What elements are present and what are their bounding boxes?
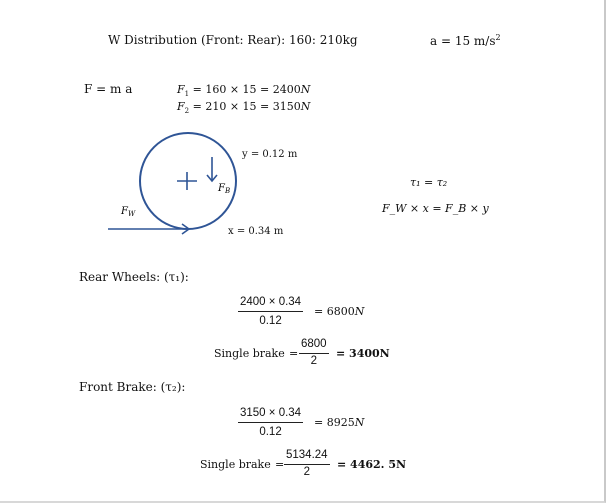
moment-equation: F_W × x = F_B × y	[382, 202, 489, 215]
rear-single-numerator: 6800	[301, 338, 327, 350]
front-numerator: 3150 × 0.34	[240, 407, 302, 419]
x-dimension-label: x = 0.34 m	[228, 226, 284, 237]
acceleration-exponent: 2	[495, 33, 501, 42]
rear-single-result: = 3400N	[336, 347, 390, 360]
f2-equation	[177, 100, 310, 115]
rear-numerator: 2400 × 0.34	[240, 296, 302, 308]
acceleration-text	[430, 33, 501, 48]
f2-expression: = 210 × 15 = 3150	[192, 100, 301, 113]
f1-subscript: 1	[184, 90, 190, 99]
f2-symbol: F	[177, 100, 185, 113]
rear-result	[314, 305, 364, 318]
rear-single-fraction	[299, 335, 329, 368]
front-result-unit: N	[354, 416, 365, 429]
newton-law-formula: F = m a	[84, 82, 133, 96]
f1-expression: = 160 × 15 = 2400	[192, 83, 301, 96]
wheel-diagram	[100, 130, 320, 245]
f2-unit: N	[300, 100, 311, 113]
acceleration-value: a = 15 m/s	[430, 34, 496, 48]
front-single-result: = 4462. 5N	[337, 458, 407, 471]
front-single-numerator: 5134.24	[286, 449, 328, 461]
rear-wheels-heading: Rear Wheels: (τ₁):	[79, 270, 189, 284]
front-torque-fraction	[238, 404, 303, 441]
wheel-force-arrow	[108, 224, 189, 234]
f1-unit: N	[300, 83, 311, 96]
fb-label: $F_B$	[218, 183, 231, 195]
f2-subscript: 2	[184, 107, 190, 116]
rear-torque-fraction	[238, 293, 303, 330]
front-denominator: 0.12	[259, 426, 282, 438]
rear-denominator: 0.12	[259, 315, 282, 327]
front-single-denominator: 2	[303, 466, 310, 478]
y-dimension-label: y = 0.12 m	[242, 149, 298, 160]
rear-single-brake-label: Single brake	[214, 347, 285, 360]
front-single-brake-label: Single brake	[200, 458, 271, 471]
fw-label: $F_W$	[121, 206, 136, 218]
front-single-fraction	[284, 446, 330, 479]
front-brake-heading: Front Brake: (τ₂):	[79, 380, 186, 394]
rear-single-equals: =	[289, 347, 299, 360]
f1-equation	[177, 83, 310, 98]
brake-force-arrow	[207, 157, 217, 181]
front-result	[314, 416, 364, 429]
front-single-equals: =	[275, 458, 285, 471]
wheel-center-icon	[177, 172, 197, 190]
rear-single-denominator: 2	[310, 355, 317, 367]
weight-distribution-text: W Distribution (Front: Rear): 160: 210kg	[108, 33, 358, 47]
torque-equality: τ₁ = τ₂	[410, 176, 448, 189]
front-result-value: = 8925	[314, 416, 355, 429]
rear-result-value: = 6800	[314, 305, 355, 318]
rear-result-unit: N	[354, 305, 365, 318]
f1-symbol: F	[177, 83, 185, 96]
